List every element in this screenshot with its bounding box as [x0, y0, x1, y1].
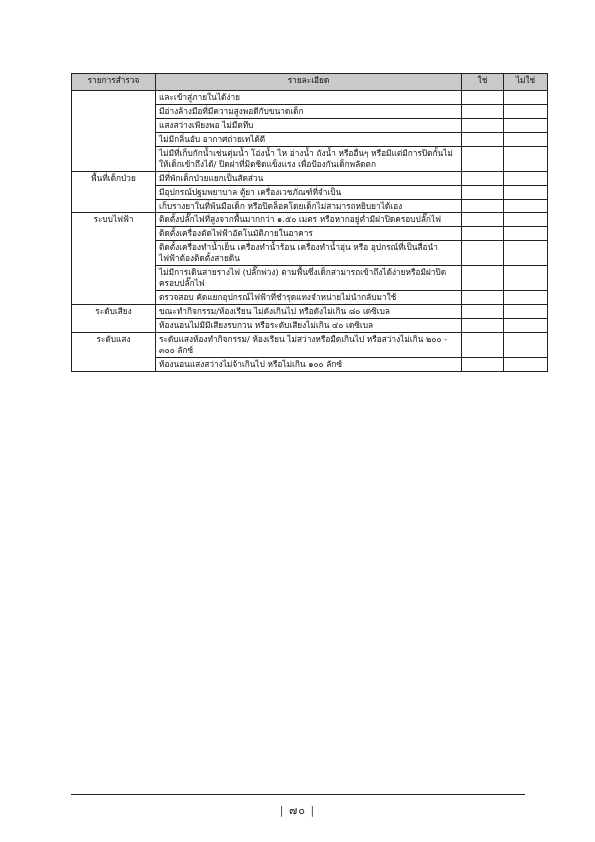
yes-checkbox-cell[interactable]	[462, 118, 504, 132]
no-checkbox-cell[interactable]	[504, 118, 548, 132]
no-checkbox-cell[interactable]	[504, 357, 548, 371]
yes-checkbox-cell[interactable]	[462, 146, 504, 171]
detail-cell: ไม่มีการเดินสายรางไฟ (ปลั๊กพ่วง) ตามพื้นซึ่งเด็กสามารถเข้าถึงได้ง่ายหรือมีฝาปิดครอบปลั๊กไฟ	[156, 266, 462, 291]
survey-category-cell: ระดับเสียง	[72, 305, 156, 333]
detail-cell: เก็บรางยาในที่พ้นมือเด็ก หรือปิดล็อคโดยเด็กไม่สามารถหยิบยาได้เอง	[156, 199, 462, 213]
detail-cell: ระดับแสงห้องทำกิจกรรม/ ห้องเรียน ไม่สว่างหรือมืดเกินไป หรือสว่างไม่เกิน ๒๐๐ - ๓๐๐ ลักซ์	[156, 332, 462, 357]
table-row	[72, 91, 548, 105]
detail-cell: ติดตั้งปลั๊กไฟที่สูงจากพื้นมากกว่า ๑.๕๐ เมตร หรือหากอยู่ต่ำมีฝาปิดครอบปลั๊กไฟ	[156, 213, 462, 227]
detail-cell: ติดตั้งเครื่องทำน้ำเย็น เครื่องทำน้ำร้อน เครื่องทำน้ำอุ่น หรือ อุปกรณ์ที่เป็นสื่อนำไฟฟ้าต้องติดตั้งสายดิน	[156, 241, 462, 266]
survey-checklist-table	[71, 73, 548, 372]
detail-cell: ขณะทำกิจกรรม/ห้องเรียน ไม่ดังเกินไป หรือดังไม่เกิน ๘๐ เดซิเบล	[156, 305, 462, 319]
header-survey-item: รายการสำรวจ	[72, 74, 156, 91]
yes-checkbox-cell[interactable]	[462, 171, 504, 185]
no-checkbox-cell[interactable]	[504, 291, 548, 305]
no-checkbox-cell[interactable]	[504, 227, 548, 241]
yes-checkbox-cell[interactable]	[462, 266, 504, 291]
yes-checkbox-cell[interactable]	[462, 291, 504, 305]
yes-checkbox-cell[interactable]	[462, 185, 504, 199]
yes-checkbox-cell[interactable]	[462, 213, 504, 227]
header-yes: ใช่	[462, 74, 504, 91]
yes-checkbox-cell[interactable]	[462, 357, 504, 371]
no-checkbox-cell[interactable]	[504, 318, 548, 332]
yes-checkbox-cell[interactable]	[462, 241, 504, 266]
survey-category-cell: ระดับแสง	[72, 332, 156, 371]
no-checkbox-cell[interactable]	[504, 146, 548, 171]
table-header-row	[72, 74, 548, 91]
no-checkbox-cell[interactable]	[504, 305, 548, 319]
no-checkbox-cell[interactable]	[504, 132, 548, 146]
yes-checkbox-cell[interactable]	[462, 199, 504, 213]
no-checkbox-cell[interactable]	[504, 213, 548, 227]
detail-cell: ห้องนอนไม่มีมีเสียงรบกวน หรือระดับเสียงไม่เกิน ๔๐ เดซิเบล	[156, 318, 462, 332]
page-number-left-bar: |	[279, 804, 285, 817]
yes-checkbox-cell[interactable]	[462, 104, 504, 118]
detail-cell: แสงสว่างเพียงพอ ไม่มืดทึบ	[156, 118, 462, 132]
page-number-right-bar: |	[310, 804, 316, 817]
no-checkbox-cell[interactable]	[504, 171, 548, 185]
no-checkbox-cell[interactable]	[504, 241, 548, 266]
survey-category-cell	[72, 91, 156, 172]
detail-cell: ห้องนอนแสงสว่างไม่จ้าเกินไป หรือไม่เกิน ๑๐๐ ลักซ์	[156, 357, 462, 371]
detail-cell: ตรวจสอบ คัดแยกอุปกรณ์ไฟฟ้าที่ชำรุดแทงจำหน่ายไม่นำกลับมาใช้	[156, 291, 462, 305]
yes-checkbox-cell[interactable]	[462, 132, 504, 146]
survey-category-cell: พื้นที่เด็กป่วย	[72, 171, 156, 213]
no-checkbox-cell[interactable]	[504, 185, 548, 199]
no-checkbox-cell[interactable]	[504, 104, 548, 118]
detail-cell: มีอุปกรณ์ปฐมพยาบาล ตู้ยา เครื่องเวชภัณฑ์ที่จำเป็น	[156, 185, 462, 199]
table-row	[72, 332, 548, 357]
no-checkbox-cell[interactable]	[504, 91, 548, 105]
detail-cell: ไม่มีกลิ่นอับ อากาศถ่ายเทได้ดี	[156, 132, 462, 146]
detail-cell: ติดตั้งเครื่องตัดไฟฟ้าอัตโนมัติภายในอาคาร	[156, 227, 462, 241]
detail-cell: ไม่มีที่เก็บกักน้ำเช่นตุ่มน้ำ โอ่งน้ำ ไห อ่างน้ำ ถังน้ำ หรืออื่นๆ หรือมีแต่มีการปิดกั้นไม่ให้เด็กเข้าถึงได้/ ปิดฝาที่มิดชิดแข็งแรง เพื่อป้องกันเด็กพลัดตก	[156, 146, 462, 171]
page-number	[0, 801, 595, 819]
detail-cell: มีที่พักเด็กป่วยแยกเป็นสัดส่วน	[156, 171, 462, 185]
yes-checkbox-cell[interactable]	[462, 332, 504, 357]
yes-checkbox-cell[interactable]	[462, 318, 504, 332]
no-checkbox-cell[interactable]	[504, 332, 548, 357]
yes-checkbox-cell[interactable]	[462, 227, 504, 241]
yes-checkbox-cell[interactable]	[462, 305, 504, 319]
no-checkbox-cell[interactable]	[504, 199, 548, 213]
table-row	[72, 171, 548, 185]
no-checkbox-cell[interactable]	[504, 266, 548, 291]
footer-divider	[71, 794, 525, 795]
page-number-value: ๗๐	[289, 804, 306, 817]
header-details: รายละเอียด	[156, 74, 462, 91]
detail-cell: มีอ่างล้างมือที่มีความสูงพอดีกับขนาดเด็ก	[156, 104, 462, 118]
table-row	[72, 305, 548, 319]
header-no: ไม่ใช่	[504, 74, 548, 91]
detail-cell: และเข้าสู่ภายในได้ง่าย	[156, 91, 462, 105]
survey-category-cell: ระบบไฟฟ้า	[72, 213, 156, 305]
table-row	[72, 213, 548, 227]
table-body	[72, 91, 548, 372]
yes-checkbox-cell[interactable]	[462, 91, 504, 105]
